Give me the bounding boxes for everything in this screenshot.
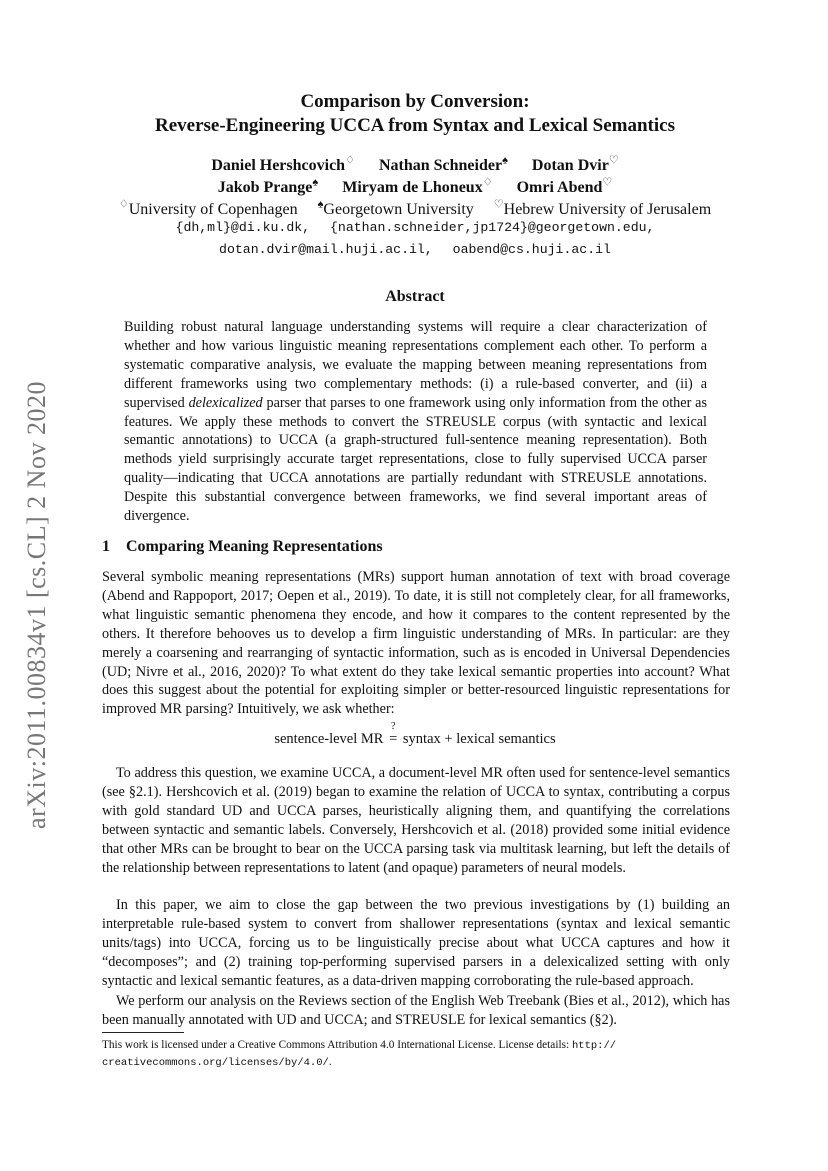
email-row-1 xyxy=(100,217,730,239)
affiliation: ♡Hebrew University of Jerusalem xyxy=(493,199,712,219)
author: Nathan Schneider♠ xyxy=(378,155,508,175)
arxiv-identifier-text: arXiv:2011.00834v1 [cs.CL] 2 Nov 2020 xyxy=(22,381,51,829)
author: Daniel Hershcovich♢ xyxy=(211,155,355,175)
affiliation-mark: ♠ xyxy=(312,177,319,189)
emphasis: delexicalized xyxy=(188,394,263,411)
paper-title-line-1: Comparison by Conversion: xyxy=(300,91,530,112)
section-title: Comparing Meaning Representations xyxy=(126,538,383,555)
abstract-body: Building robust natural language understanding systems will require a clear characterization of whether and how various linguistic meaning representations complement each other. To perform a systematic comparative analysis, we evaluate the mapping between meaning representations from different frameworks using two complementary methods: (i) a rule-based converter, and (ii) a supervised delexicalized parser that parses to one framework using only information from the other as features. We apply these methods to convert the STREUSLE corpus (with syntactic and lexical semantic annotations) to UCCA (a graph-structured full-sentence meaning representation). Both methods yield surprisingly accurate target representations, close to fully supervised UCCA parser quality—indicating that UCCA annotations are partially redundant with STREUSLE annotations. Despite this substantial convergence between frameworks, we find several important areas of divergence. xyxy=(124,319,707,525)
email-row-2 xyxy=(100,239,730,261)
affiliation-mark: ♢ xyxy=(345,155,355,167)
body-paragraph: Several symbolic meaning representations (MRs) support human annotation of text with broad coverage (Abend and Rappoport, 2017; Oepen et al., 2019). To date, it is still not completely clear, for all frameworks, what linguistic semantic phenomena they encode, and how it compares to the content represented by the others. It therefore behooves us to develop a firm linguistic understanding of MRs. In particular: are they merely a coarsening and rearranging of syntactic information, such as is encoded in Universal Dependencies (UD; Nivre et al., 2016, 2020)? To what extent do they take lexical semantic properties into account? What does this suggest about the potential for exploiting simpler or better-resourced linguistic representations for improved MR parsing? Intuitively, we ask whether: xyxy=(102,569,730,718)
question-equals-symbol: ? = xyxy=(389,721,398,747)
section-number: 1 xyxy=(102,538,110,555)
abstract-heading: Abstract xyxy=(385,288,445,305)
body-paragraph: To address this question, we examine UCCA, a document-level MR often used for sentence-level semantics (see §2.1). Hershcovich et al. (2019) began to examine the relation of UCCA to syntax, contributing a corpus with gold standard UD and UCCA parses, heuristically aligning them, and quantifying the correlations between syntactic and semantic labels. Conversely, Hershcovich et al. (2018) provided some initial evidence that other MRs can be brought to bear on the UCCA parsing task via multitask learning, but left the details of the relationship between representations to latent (and opaque) parameters of neural models. xyxy=(102,765,730,876)
equation: sentence-level MR ? = syntax + lexical semantics xyxy=(274,721,556,747)
author: Miryam de Lhoneux♢ xyxy=(342,177,493,197)
license-url[interactable]: http:// xyxy=(571,1040,617,1052)
footnote-divider xyxy=(102,1032,184,1033)
body-paragraph: In this paper, we aim to close the gap between the two previous investigations by (1) building an interpretable rule-based system to convert from shallower representations (syntax and lexical semantic units/tags) into UCCA, forcing us to be linguistically precise about what UCCA captures and how it “decomposes”; and (2) training top-performing supervised parsers in a delexicalized setting with only syntactic and lexical semantic features, as a data-driven mapping corroborating the rule-based approach. xyxy=(102,897,730,989)
affiliation-mark: ♡ xyxy=(602,177,613,189)
author: Jakob Prange♠ xyxy=(217,177,319,197)
email-address[interactable]: oabend@cs.huji.ac.il xyxy=(452,242,611,257)
license-url[interactable]: creativecommons.org/licenses/by/4.0/ xyxy=(102,1057,329,1069)
affiliation-mark: ♡ xyxy=(608,155,619,167)
body-paragraph: We perform our analysis on the Reviews section of the English Web Treebank (Bies et al., 2012), which has been manually annotated with UD and UCCA; and STREUSLE for lexical semantics (§2). xyxy=(102,993,730,1028)
arxiv-identifier[interactable] xyxy=(12,365,62,845)
paper-title-line-2: Reverse-Engineering UCCA from Syntax and Lexical Semantics xyxy=(154,115,675,136)
affiliation-mark: ♠ xyxy=(502,155,508,167)
email-address[interactable]: dotan.dvir@mail.huji.ac.il, xyxy=(219,242,433,257)
affiliation: ♠Georgetown University xyxy=(317,199,474,219)
affiliation: ♢University of Copenhagen xyxy=(118,199,298,219)
author: Dotan Dvir♡ xyxy=(531,155,619,175)
email-address[interactable]: {nathan.schneider,jp1724}@georgetown.edu, xyxy=(330,220,655,235)
affiliation-mark: ♢ xyxy=(482,177,493,189)
section-heading xyxy=(102,538,383,556)
email-address[interactable]: {dh,ml}@di.ku.dk, xyxy=(175,220,311,235)
footnote: This work is licensed under a Creative Commons Attribution 4.0 International License. License details: http:// creativecommons.org/licenses/by/4.0/. xyxy=(102,1039,617,1069)
author: Omri Abend♡ xyxy=(516,177,613,197)
